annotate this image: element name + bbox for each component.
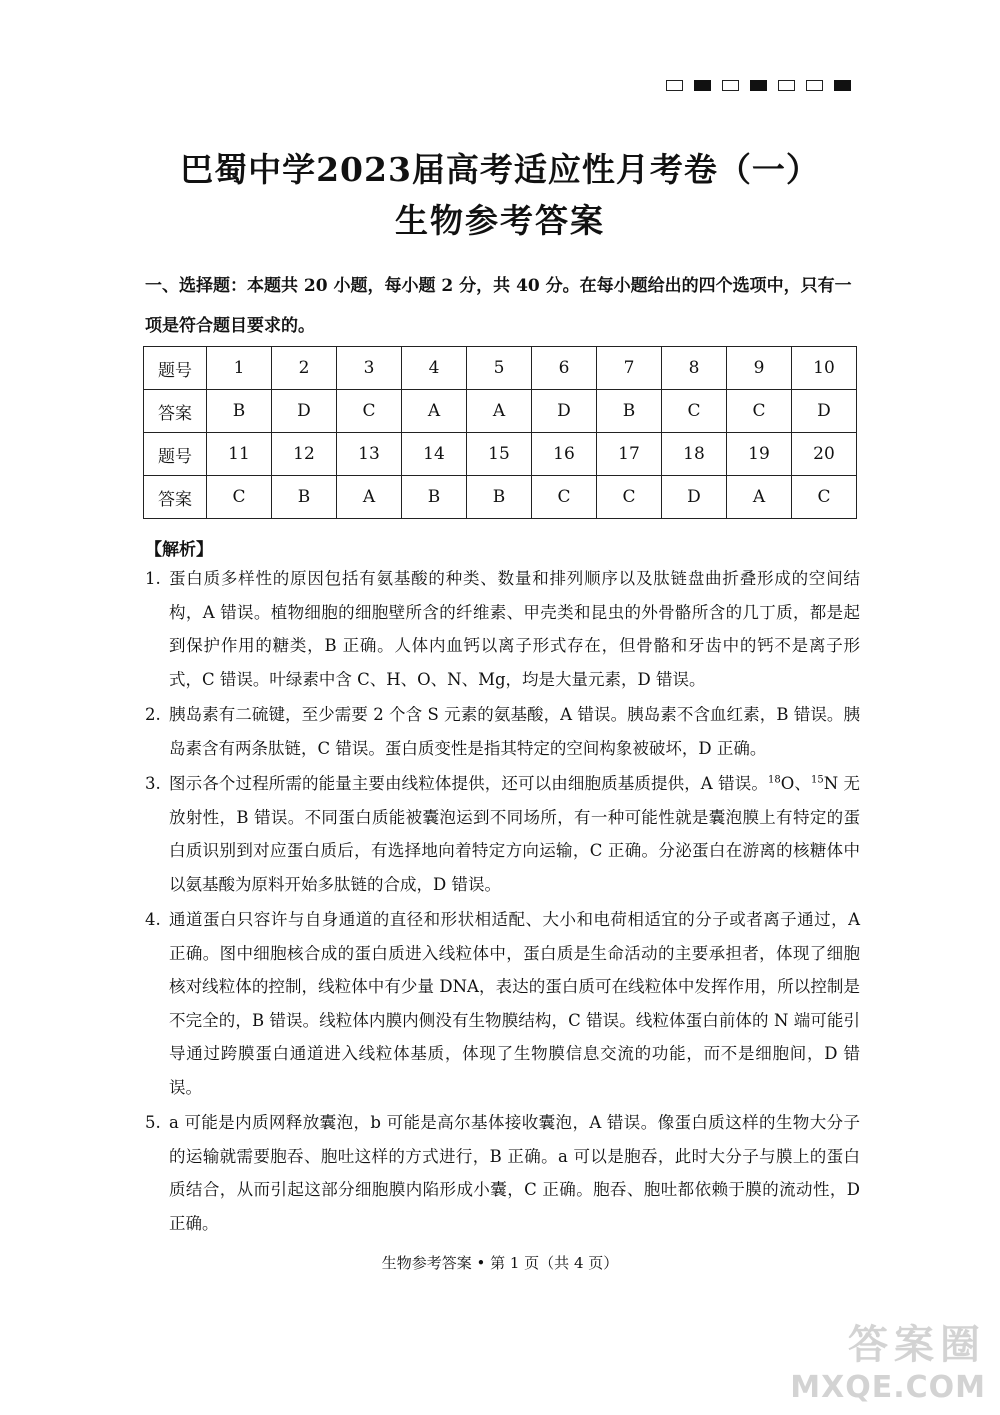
marker-square-4: [750, 80, 767, 91]
question-number-row: [144, 433, 857, 476]
watermark-url: MXQE.COM: [790, 1370, 986, 1405]
question-number-cell: 8: [662, 347, 727, 390]
item-number: 1.: [145, 569, 161, 588]
question-number-cell: 7: [597, 347, 662, 390]
analysis-item-4: [145, 903, 860, 1104]
item-number: 4.: [145, 910, 161, 929]
marker-square-3: [722, 80, 739, 91]
item-text: 胰岛素有二硫键，至少需要 2 个含 S 元素的氨基酸，A 错误。胰岛素不含血红素，B 错误。胰岛素含有两条肽链，C 错误。蛋白质变性是指其特定的空间构象被破坏，D 正确。: [169, 705, 860, 758]
question-number-cell: 2: [272, 347, 337, 390]
watermark-text: 答案圈: [848, 1321, 986, 1368]
answer-cell: A: [402, 390, 467, 433]
analysis-label: 【解析】: [145, 540, 213, 560]
analysis-list: [145, 562, 860, 1242]
answer-row-label: 答案: [144, 390, 207, 433]
question-number-cell: 14: [402, 433, 467, 476]
marker-square-1: [666, 80, 683, 91]
exam-title: 巴蜀中学2023届高考适应性月考卷（一）: [180, 150, 820, 189]
question-number-cell: 6: [532, 347, 597, 390]
question-number-cell: 4: [402, 347, 467, 390]
question-number-cell: 1: [207, 347, 272, 390]
question-number-cell: 15: [467, 433, 532, 476]
item-text: a 可能是内质网释放囊泡，b 可能是高尔基体接收囊泡，A 错误。像蛋白质这样的生物大分子的运输就需要胞吞、胞吐这样的方式进行，B 正确。a 可以是胞吞，此时大分子与膜上的蛋白质结合，从而引起这部分细胞膜内陷形成小囊，C 正确。胞吞、胞吐都依赖于膜的流动性，D 正确。: [169, 1113, 860, 1233]
item-text: 通道蛋白只容许与自身通道的直径和形状相适配、大小和电荷相适宜的分子或者离子通过，A 正确。图中细胞核合成的蛋白质进入线粒体中，蛋白质是生命活动的主要承担者，体现了细胞核对线粒体的控制，线粒体中有少量 DNA，表达的蛋白质可在线粒体中发挥作用，所以控制是不完全的，B 错误。线粒体内膜内侧没有生物膜结构，C 错误。线粒体蛋白前体的 N 端可能引导通过跨膜蛋白通道进入线粒体基质，体现了生物膜信息交流的功能，而不是细胞间，D 错误。: [169, 910, 860, 1097]
answer-cell: A: [337, 476, 402, 519]
answer-cell: D: [272, 390, 337, 433]
answer-cell: C: [532, 476, 597, 519]
page-marker-squares: [666, 80, 851, 91]
answer-cell: B: [467, 476, 532, 519]
answer-cell: C: [792, 476, 857, 519]
question-number-cell: 12: [272, 433, 337, 476]
question-number-cell: 11: [207, 433, 272, 476]
page-footer: 生物参考答案 • 第 1 页（共 4 页）: [381, 1254, 619, 1272]
analysis-item-5: [145, 1106, 860, 1240]
watermark-logo: [790, 1313, 986, 1405]
answer-cell: A: [467, 390, 532, 433]
question-number-cell: 18: [662, 433, 727, 476]
question-number-cell: 16: [532, 433, 597, 476]
item-number: 3.: [145, 774, 161, 793]
answer-cell: C: [597, 476, 662, 519]
answer-cell: C: [207, 476, 272, 519]
question-number-row-label: 题号: [144, 347, 207, 390]
document-subtitle: 生物参考答案: [395, 201, 605, 240]
analysis-item-3: [145, 767, 860, 901]
marker-square-2: [694, 80, 711, 91]
isotope-superscript: 15: [810, 774, 824, 786]
analysis-item-1: [145, 562, 860, 696]
answer-cell: B: [207, 390, 272, 433]
answer-cell: C: [727, 390, 792, 433]
question-number-cell: 5: [467, 347, 532, 390]
answer-table: [143, 346, 857, 519]
marker-square-7: [834, 80, 851, 91]
item-text: 图示各个过程所需的能量主要由线粒体提供，还可以由细胞质基质提供，A 错误。$^{18}$O、$^{15}$N 无放射性，B 错误。不同蛋白质能被囊泡运到不同场所，有一种可能性就是囊泡膜上有特定的蛋白质识别到对应蛋白质后，有选择地向着特定方向运输，C 正确。分泌蛋白在游离的核糖体中以氨基酸为原料开始多肽链的合成，D 错误。: [169, 774, 860, 894]
item-number: 5.: [145, 1113, 161, 1132]
answer-cell: A: [727, 476, 792, 519]
answer-cell: C: [662, 390, 727, 433]
question-number-cell: 17: [597, 433, 662, 476]
answer-cell: B: [272, 476, 337, 519]
section-heading: 一、选择题：本题共 20 小题，每小题 2 分，共 40 分。在每小题给出的四个选项中，只有一项是符合题目要求的。: [145, 276, 852, 336]
answer-row: [144, 476, 857, 519]
question-number-row-label: 题号: [144, 433, 207, 476]
answer-row: [144, 390, 857, 433]
answer-cell: C: [337, 390, 402, 433]
analysis-item-2: [145, 698, 860, 765]
answer-cell: D: [792, 390, 857, 433]
question-number-cell: 19: [727, 433, 792, 476]
question-number-row: [144, 347, 857, 390]
answer-cell: D: [662, 476, 727, 519]
answer-cell: D: [532, 390, 597, 433]
answer-cell: B: [402, 476, 467, 519]
marker-square-6: [806, 80, 823, 91]
question-number-cell: 9: [727, 347, 792, 390]
item-text: 蛋白质多样性的原因包括有氨基酸的种类、数量和排列顺序以及肽链盘曲折叠形成的空间结构，A 错误。植物细胞的细胞壁所含的纤维素、甲壳类和昆虫的外骨骼所含的几丁质，都是起到保护作用的糖类，B 正确。人体内血钙以离子形式存在，但骨骼和牙齿中的钙不是离子形式，C 错误。叶绿素中含 C、H、O、N、Mg，均是大量元素，D 错误。: [169, 569, 860, 689]
question-number-cell: 3: [337, 347, 402, 390]
isotope-superscript: 18: [767, 774, 781, 786]
item-number: 2.: [145, 705, 161, 724]
question-number-cell: 13: [337, 433, 402, 476]
question-number-cell: 10: [792, 347, 857, 390]
answer-cell: B: [597, 390, 662, 433]
question-number-cell: 20: [792, 433, 857, 476]
marker-square-5: [778, 80, 795, 91]
answer-row-label: 答案: [144, 476, 207, 519]
